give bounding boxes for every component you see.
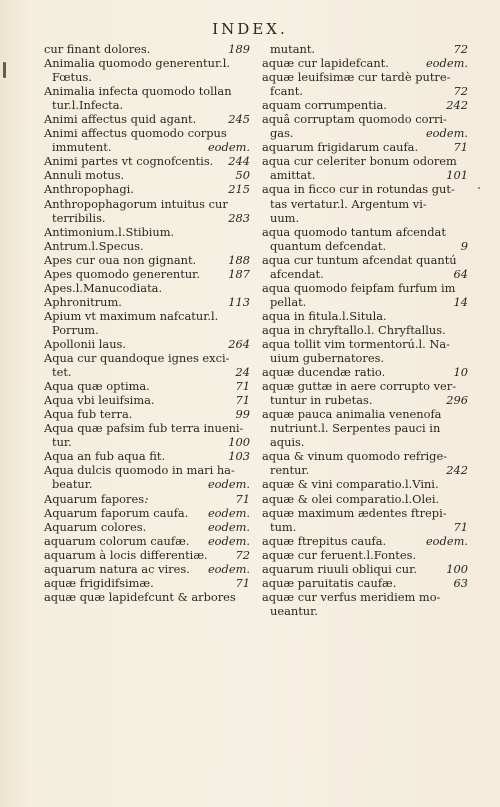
index-entry (44, 506, 250, 520)
index-entry-text: Anthropophagorum intuitus cur (44, 196, 228, 211)
index-entry-page: eodem. (425, 533, 468, 548)
index-entry (44, 70, 250, 84)
index-entry-text: aquæ cur verfus meridiem mo- (262, 589, 441, 604)
index-entry-text: aquarum colorum caufæ. (44, 533, 190, 548)
index-entry (262, 168, 468, 182)
index-entry-page: 189 (228, 42, 250, 56)
index-entry-page: 71 (235, 491, 250, 506)
index-entry-text: aqua & vinum quomodo refrige- (262, 449, 448, 464)
index-entry-page: eodem. (207, 561, 250, 576)
index-entry (262, 84, 468, 98)
index-entry (44, 154, 250, 168)
index-entry-page: 99 (235, 407, 250, 422)
index-entry-text: aquâ corruptam quomodo corri- (262, 112, 447, 127)
index-entry-text: aqua tollit vim tormentorú.l. Na- (262, 336, 450, 351)
index-entry (262, 225, 468, 239)
index-entry (262, 435, 468, 449)
index-entry-page: 264 (228, 336, 250, 351)
index-entry (262, 407, 468, 421)
index-entry-text: aquæ frigidifsimæ. (44, 575, 154, 590)
index-entry (44, 421, 250, 435)
index-entry-page (246, 197, 250, 211)
index-entry (262, 337, 468, 351)
index-entry-text: aquæ ducendæ ratio. (262, 365, 386, 380)
index-entry (262, 267, 468, 281)
index-entry-page: eodem. (207, 505, 250, 520)
index-entry-page: 10 (453, 365, 468, 380)
index-entry (44, 168, 250, 182)
index-entry (262, 576, 468, 590)
index-entry-text: immutent. (52, 140, 112, 155)
index-entry (44, 84, 250, 98)
index-entry-page (246, 98, 250, 112)
index-entry-page: 64 (453, 266, 468, 281)
index-entry (44, 239, 250, 253)
index-entry (44, 112, 250, 126)
index-entry-text: tet. (52, 365, 72, 380)
index-entry-page (464, 407, 468, 421)
index-entry-text: Aqua an fub aqua fit. (44, 449, 166, 464)
index-entry-page: eodem. (207, 519, 250, 534)
index-entry (262, 590, 468, 604)
index-entry-text: Apes quomodo generentur. (44, 266, 200, 281)
index-entry-text: aqua quomodo feipfam furfum im (262, 280, 456, 295)
index-entry-text: Animi affectus quomodo corpus (44, 126, 227, 141)
index-entry-page: 71 (453, 519, 468, 534)
index-entry-text: aquis. (270, 435, 305, 450)
index-entry-text: aquam corrumpentia. (262, 98, 387, 113)
index-entry-page (464, 492, 468, 506)
index-entry-text: aquæ quæ lapidefcunt & arbores (44, 589, 236, 604)
index-entry-text: aqua in chryftallo.l. Chryftallus. (262, 322, 446, 337)
index-entry (262, 506, 468, 520)
index-entry-text: tum. (270, 519, 297, 534)
index-entry (44, 379, 250, 393)
index-entry-text: Animi affectus quid agant. (44, 112, 197, 127)
index-entry (44, 393, 250, 407)
index-entry-page (464, 435, 468, 449)
index-entry (262, 323, 468, 337)
index-entry-text: Aphronitrum. (44, 294, 122, 309)
index-entry-text: aquæ paruitatis caufæ. (262, 575, 397, 590)
index-entry-page (464, 379, 468, 393)
index-entry (44, 548, 250, 562)
index-entry-text: Aqua vbi leuifsima. (44, 393, 155, 408)
index-entry-page: 244 (228, 154, 250, 169)
index-entry-page: 9 (460, 238, 468, 253)
index-entry-text: aqua in ficco cur in rotundas gut- (262, 182, 455, 197)
index-entry-text: aqua quomodo tantum afcendat (262, 224, 446, 239)
index-entry-text: Animalia quomodo generentur.l. (44, 56, 231, 71)
index-entry-page: 187 (228, 266, 250, 281)
index-entry-text: Animalia infecta quomodo tollan (44, 84, 232, 99)
index-entry (262, 56, 468, 70)
index-entry-page: eodem. (207, 477, 250, 492)
index-entry (44, 225, 250, 239)
index-entry-text: pellat. (270, 294, 307, 309)
index-entry-page (464, 70, 468, 84)
page-header: INDEX. (212, 20, 288, 38)
index-entry (262, 492, 468, 506)
index-entry (262, 253, 468, 267)
index-entry-page: 242 (446, 98, 468, 113)
index-entry (44, 520, 250, 534)
index-entry-text: Apes.l.Manucodiata. (44, 280, 163, 295)
index-entry-page: 215 (228, 182, 250, 197)
index-entry-text: Aqua cur quandoque ignes exci- (44, 351, 230, 366)
margin-mark (3, 62, 6, 78)
index-entry-text: Aqua quæ pafsim fub terra inueni- (44, 421, 244, 436)
index-entry-page: 245 (228, 112, 250, 127)
index-entry-text: Aquarum faporum caufa. (44, 505, 189, 520)
index-entry (44, 463, 250, 477)
index-entry-text: aquarum frigidarum caufa. (262, 140, 419, 155)
index-entry (44, 337, 250, 351)
index-entry-page (246, 351, 250, 365)
index-entry (262, 182, 468, 196)
index-entry (44, 56, 250, 70)
index-entry-page: eodem. (425, 126, 468, 141)
index-entry (44, 98, 250, 112)
index-entry (262, 449, 468, 463)
index-entry (262, 211, 468, 225)
index-entry-page: 113 (228, 294, 250, 309)
index-entry (262, 154, 468, 168)
index-entry-text: aquæ leuifsimæ cur tardè putre- (262, 70, 451, 85)
index-entry-page (464, 253, 468, 267)
index-entry-text: aquæ cur feruent.l.Fontes. (262, 547, 417, 562)
index-entry-text: aquarum riuuli obliqui cur. (262, 561, 417, 576)
index-entry-page (464, 281, 468, 295)
index-entry-page: 71 (235, 393, 250, 408)
index-entry-page (246, 239, 250, 253)
index-entry-page (464, 309, 468, 323)
index-entry (44, 309, 250, 323)
index-entry-page (464, 211, 468, 225)
index-entry (262, 126, 468, 140)
index-entry-page: 71 (235, 379, 250, 394)
index-entry-page: 242 (446, 463, 468, 478)
index-entry-page: 101 (446, 168, 468, 183)
index-entry-page: 24 (235, 365, 250, 380)
index-entry-page: eodem. (425, 56, 468, 71)
index-entry (262, 351, 468, 365)
index-entry-page (246, 323, 250, 337)
index-entry-text: tas vertatur.l. Argentum vi- (270, 196, 427, 211)
index-entry (44, 534, 250, 548)
index-entry (262, 520, 468, 534)
index-entry (262, 379, 468, 393)
index-entry (262, 42, 468, 56)
index-entry-page: 71 (453, 140, 468, 155)
index-entry-page (246, 281, 250, 295)
index-entry-page (464, 225, 468, 239)
index-entry-page (464, 182, 468, 196)
index-entry (262, 393, 468, 407)
index-entry (262, 197, 468, 211)
index-entry-text: beatur. (52, 477, 93, 492)
index-entry (262, 548, 468, 562)
index-entry (44, 295, 250, 309)
index-entry-text: aqua cur tuntum afcendat quantú (262, 252, 457, 267)
index-entry-text: nutriunt.l. Serpentes pauci in (270, 421, 441, 436)
index-entry-text: terribilis. (52, 210, 106, 225)
index-entry-page: 188 (228, 252, 250, 267)
index-entry-page (464, 197, 468, 211)
index-entry (262, 239, 468, 253)
index-entry-text: Porrum. (52, 322, 99, 337)
index-entry-text: aquæ pauca animalia venenofa (262, 407, 442, 422)
index-entry-text: Aqua quæ optima. (44, 379, 150, 394)
index-entry-text: rentur. (270, 463, 310, 478)
index-entry (44, 211, 250, 225)
index-entry-page (246, 84, 250, 98)
index-entry (44, 281, 250, 295)
index-entry (262, 562, 468, 576)
index-entry (44, 449, 250, 463)
index-entry-page: 100 (446, 561, 468, 576)
index-entry-page: 296 (446, 393, 468, 408)
index-entry-page (246, 126, 250, 140)
index-entry-page: eodem. (207, 533, 250, 548)
index-entry-text: tuntur in rubetas. (270, 393, 373, 408)
index-column-right (262, 42, 468, 618)
index-entry (262, 140, 468, 154)
index-entry-page: 50 (235, 168, 250, 183)
index-entry-text: aquarum natura ac vires. (44, 561, 190, 576)
index-entry (44, 435, 250, 449)
index-entry-text: fcant. (270, 84, 303, 99)
index-entry (44, 562, 250, 576)
index-entry (262, 295, 468, 309)
index-entry-text: Antrum.l.Specus. (44, 238, 144, 253)
index-entry (262, 534, 468, 548)
index-entry-page (464, 154, 468, 168)
index-entry (262, 98, 468, 112)
index-entry-text: aquæ & vini comparatio.l.Vini. (262, 477, 439, 492)
index-entry-text: aquæ maximum ædentes ftrepi- (262, 505, 447, 520)
index-entry (44, 140, 250, 154)
index-entry-text: Apollonii laus. (44, 336, 126, 351)
index-entry-page: 283 (228, 210, 250, 225)
index-entry-page (464, 449, 468, 463)
index-entry-page (464, 604, 468, 618)
index-entry (262, 365, 468, 379)
index-entry (44, 477, 250, 491)
index-entry-page (246, 225, 250, 239)
index-entry-text: aquæ ftrepitus caufa. (262, 533, 387, 548)
index-entry (262, 281, 468, 295)
index-entry-page (464, 351, 468, 365)
index-entry (44, 253, 250, 267)
index-entry-text: tur.l.Infecta. (52, 98, 124, 113)
index-entry (44, 590, 250, 604)
index-entry (44, 197, 250, 211)
index-entry (44, 365, 250, 379)
index-entry-text: Apium vt maximum nafcatur.l. (44, 308, 219, 323)
index-entry-page (464, 477, 468, 491)
index-entry-text: aqua in fitula.l.Situla. (262, 308, 387, 323)
index-entry-page: eodem. (207, 140, 250, 155)
index-entry-text: quantum defcendat. (270, 238, 387, 253)
index-entry-page: 71 (235, 575, 250, 590)
index-entry-page: 14 (453, 294, 468, 309)
index-entry-page (464, 590, 468, 604)
index-entry-page (246, 421, 250, 435)
index-entry-text: Annuli motus. (44, 168, 125, 183)
index-entry-page: 103 (228, 449, 250, 464)
index-entry-text: Aqua fub terra. (44, 407, 133, 422)
index-entry-text: uum. (270, 210, 300, 225)
index-entry (44, 42, 250, 56)
index-entry-text: mutant. (270, 42, 316, 56)
index-entry-text: tur. (52, 435, 72, 450)
index-entry-page: 72 (453, 84, 468, 99)
index-entry-page (246, 70, 250, 84)
index-entry (44, 323, 250, 337)
index-entry-text: Aqua dulcis quomodo in mari ha- (44, 463, 235, 478)
index-entry-text: uium gubernatores. (270, 351, 385, 366)
index-entry-page: 72 (453, 42, 468, 56)
index-entry-text: Fœtus. (52, 70, 92, 85)
index-entry (44, 492, 250, 506)
index-entry-page (246, 590, 250, 604)
index-entry-text: aqua cur celeriter bonum odorem (262, 154, 457, 169)
index-entry-text: aquarum à locis differentiæ. (44, 547, 208, 562)
index-entry (44, 126, 250, 140)
index-entry (262, 421, 468, 435)
index-entry-text: aquæ cur lapidefcant. (262, 56, 389, 71)
index-entry-page (246, 463, 250, 477)
index-entry (262, 604, 468, 618)
index-entry-text: aquæ guttæ in aere corrupto ver- (262, 379, 457, 394)
index-entry-text: Animi partes vt cognofcentis. (44, 154, 214, 169)
index-entry-text: Aquarum fapores. (44, 491, 148, 506)
index-entry-text: Antimonium.l.Stibium. (44, 224, 175, 239)
index-entry (262, 112, 468, 126)
index-entry (44, 576, 250, 590)
index-entry-page (464, 112, 468, 126)
index-entry (262, 309, 468, 323)
index-entry-page: 72 (235, 547, 250, 562)
index-entry (44, 351, 250, 365)
index-entry-page (246, 309, 250, 323)
index-entry-text: gas. (270, 126, 294, 141)
index-column-left (44, 42, 250, 604)
index-entry-page (464, 506, 468, 520)
ink-speck (478, 187, 480, 189)
index-entry-page (464, 323, 468, 337)
index-entry-page (464, 421, 468, 435)
index-entry-page (246, 56, 250, 70)
index-entry-text: ueantur. (270, 603, 318, 618)
index-entry-text: Anthropophagi. (44, 182, 134, 197)
index-entry-page (464, 548, 468, 562)
index-entry-page (464, 337, 468, 351)
index-entry (44, 267, 250, 281)
index-entry-text: amittat. (270, 168, 316, 183)
index-entry-text: cur finant dolores. (44, 42, 151, 56)
index-entry (262, 70, 468, 84)
index-entry-page: 63 (453, 575, 468, 590)
index-entry (44, 407, 250, 421)
index-entry-text: Apes cur oua non gignant. (44, 252, 197, 267)
index-entry-text: Aquarum colores. (44, 519, 147, 534)
index-entry-text: afcendat. (270, 266, 324, 281)
index-entry (262, 463, 468, 477)
index-entry (262, 477, 468, 491)
index-entry-text: aquæ & olei comparatio.l.Olei. (262, 491, 440, 506)
index-entry-page: 100 (228, 435, 250, 450)
index-entry (44, 182, 250, 196)
